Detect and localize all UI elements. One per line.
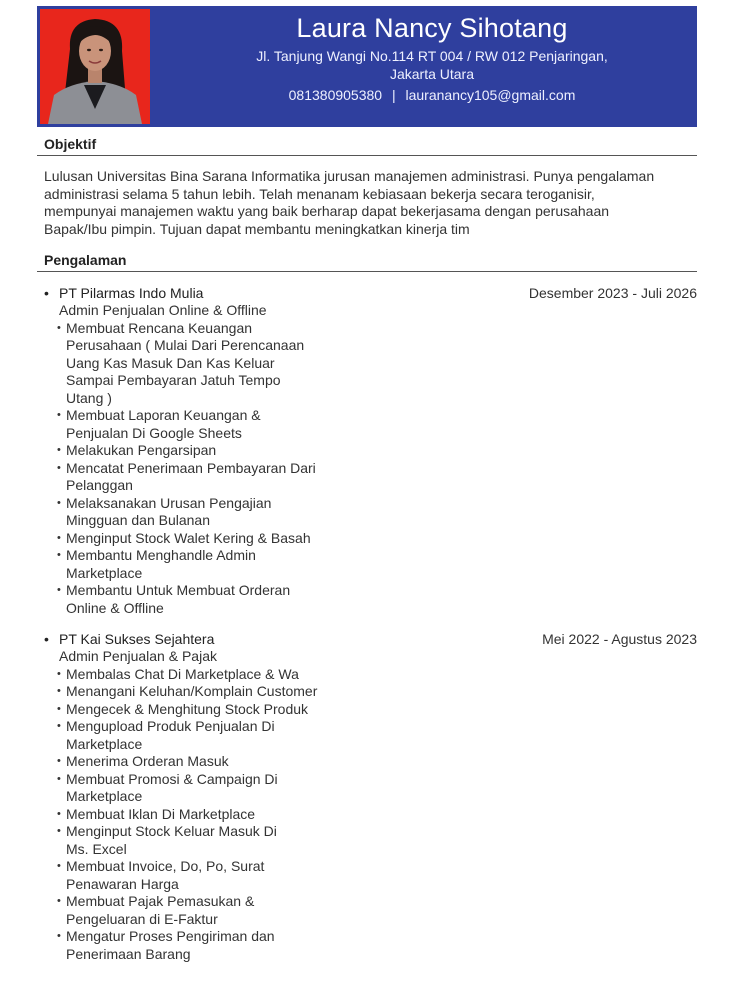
- duty-line: • Menerima Orderan Masuk: [66, 753, 229, 769]
- objective-line: Bapak/Ibu pimpin. Tujuan dapat membantu meningkatkan kinerja tim: [44, 220, 470, 237]
- duty-item: [66, 547, 697, 582]
- duty-line: • Mencatat Penerimaan Pembayaran Dari: [66, 459, 316, 476]
- duty-line: Uang Kas Masuk Dan Kas Keluar: [66, 354, 275, 371]
- objective-text: [44, 168, 704, 238]
- job-header: [44, 630, 697, 648]
- bullet-icon: •: [44, 285, 49, 301]
- address: [167, 47, 697, 83]
- duty-line: • Melaksanakan Urusan Pengajian: [66, 494, 272, 511]
- profile-photo: [40, 9, 150, 124]
- job-entry: [44, 630, 697, 963]
- duty-line: Marketplace: [66, 788, 143, 804]
- objective-line: mempunyai manajemen waktu yang baik berharap dapat bekerjasama dengan perusahaan: [44, 203, 610, 219]
- email-address: lauranancy105@gmail.com: [405, 87, 576, 103]
- duty-line: • Membalas Chat Di Marketplace & Wa: [66, 665, 299, 682]
- job-dates: Mei 2022 - Agustus 2023: [542, 631, 697, 647]
- objective-line: Lulusan Universitas Bina Sarana Informatika jurusan manajemen administrasi. Punya pengalaman: [44, 168, 655, 184]
- duty-line: Penerimaan Barang: [66, 945, 191, 962]
- duty-item: [66, 806, 697, 824]
- duty-item: [66, 320, 697, 408]
- duty-item: [66, 753, 697, 771]
- duty-line: Marketplace: [66, 735, 143, 752]
- section-divider: [37, 155, 697, 156]
- section-title-experience: Pengalaman: [44, 252, 127, 268]
- duty-line: • Mengatur Proses Pengiriman dan: [66, 928, 275, 944]
- duty-item: [66, 928, 697, 963]
- duty-item: [66, 823, 697, 858]
- contact-info: [167, 86, 697, 104]
- duty-line: • Membantu Untuk Membuat Orderan: [66, 582, 291, 598]
- duty-list: [44, 320, 697, 618]
- duty-line: Pengeluaran di E-Faktur: [66, 910, 218, 927]
- job-header: [44, 284, 697, 302]
- job-role: Admin Penjualan & Pajak: [59, 648, 217, 664]
- job-dates: Desember 2023 - Juli 2026: [528, 285, 697, 301]
- candidate-name: Laura Nancy Sihotang: [296, 13, 568, 43]
- duty-item: [66, 666, 697, 684]
- duty-line: Mingguan dan Bulanan: [66, 512, 211, 528]
- duty-line: • Membuat Rencana Keuangan: [66, 319, 253, 336]
- job-role: Admin Penjualan Online & Offline: [59, 302, 267, 318]
- duty-line: • Mengecek & Menghitung Stock Produk: [66, 700, 309, 717]
- duty-line: • Membuat Laporan Keuangan &: [66, 407, 261, 423]
- duty-item: [66, 442, 697, 460]
- duty-line: Online & Offline: [66, 599, 164, 616]
- duty-line: • Melakukan Pengarsipan: [66, 442, 217, 458]
- contact-separator: |: [391, 87, 396, 103]
- address-line: Jakarta Utara: [389, 66, 475, 82]
- duty-line: Marketplace: [66, 564, 143, 581]
- duty-item: [66, 701, 697, 719]
- duty-line: • Mengupload Produk Penjualan Di: [66, 718, 275, 734]
- duty-item: [66, 893, 697, 928]
- section-title-objective: Objektif: [44, 136, 97, 152]
- resume-header: [37, 6, 697, 127]
- duty-item: [66, 771, 697, 806]
- duty-line: • Membuat Invoice, Do, Po, Surat: [66, 858, 265, 874]
- duty-line: • Membuat Promosi & Campaign Di: [66, 770, 278, 787]
- address-line: Jl. Tanjung Wangi No.114 RT 004 / RW 012 Penjaringan,: [256, 48, 608, 64]
- duty-item: [66, 495, 697, 530]
- duty-list: [44, 666, 697, 964]
- duty-line: • Menginput Stock Keluar Masuk Di: [66, 823, 277, 839]
- duty-item: [66, 683, 697, 701]
- bullet-icon: •: [44, 631, 49, 647]
- duty-item: [66, 460, 697, 495]
- job-entry: [44, 284, 697, 617]
- company-name: PT Kai Sukses Sejahtera: [59, 631, 215, 647]
- duty-item: [66, 407, 697, 442]
- duty-line: Pelanggan: [66, 477, 133, 493]
- duty-line: • Membantu Menghandle Admin: [66, 547, 256, 563]
- objective-line: administrasi selama 5 tahun lebih. Telah menanam kebiasaan bekerja secara teroganisir,: [44, 185, 595, 202]
- duty-line: • Membuat Pajak Pemasukan &: [66, 893, 255, 909]
- phone-number: 081380905380: [288, 87, 383, 103]
- duty-line: • Menginput Stock Walet Kering & Basah: [66, 529, 311, 546]
- duty-line: Perusahaan ( Mulai Dari Perencanaan: [66, 337, 305, 353]
- duty-line: Utang ): [66, 389, 112, 406]
- duty-line: Penjualan Di Google Sheets: [66, 424, 242, 441]
- section-divider: [37, 271, 697, 272]
- duty-line: Sampai Pembayaran Jatuh Tempo: [66, 372, 281, 388]
- duty-item: [66, 582, 697, 617]
- duty-item: [66, 530, 697, 548]
- duty-item: [66, 718, 697, 753]
- company-name: PT Pilarmas Indo Mulia: [59, 285, 204, 301]
- duty-line: • Menangani Keluhan/Komplain Customer: [66, 683, 318, 699]
- duty-line: Ms. Excel: [66, 840, 127, 857]
- duty-line: Penawaran Harga: [66, 875, 179, 892]
- duty-item: [66, 858, 697, 893]
- duty-line: • Membuat Iklan Di Marketplace: [66, 805, 256, 822]
